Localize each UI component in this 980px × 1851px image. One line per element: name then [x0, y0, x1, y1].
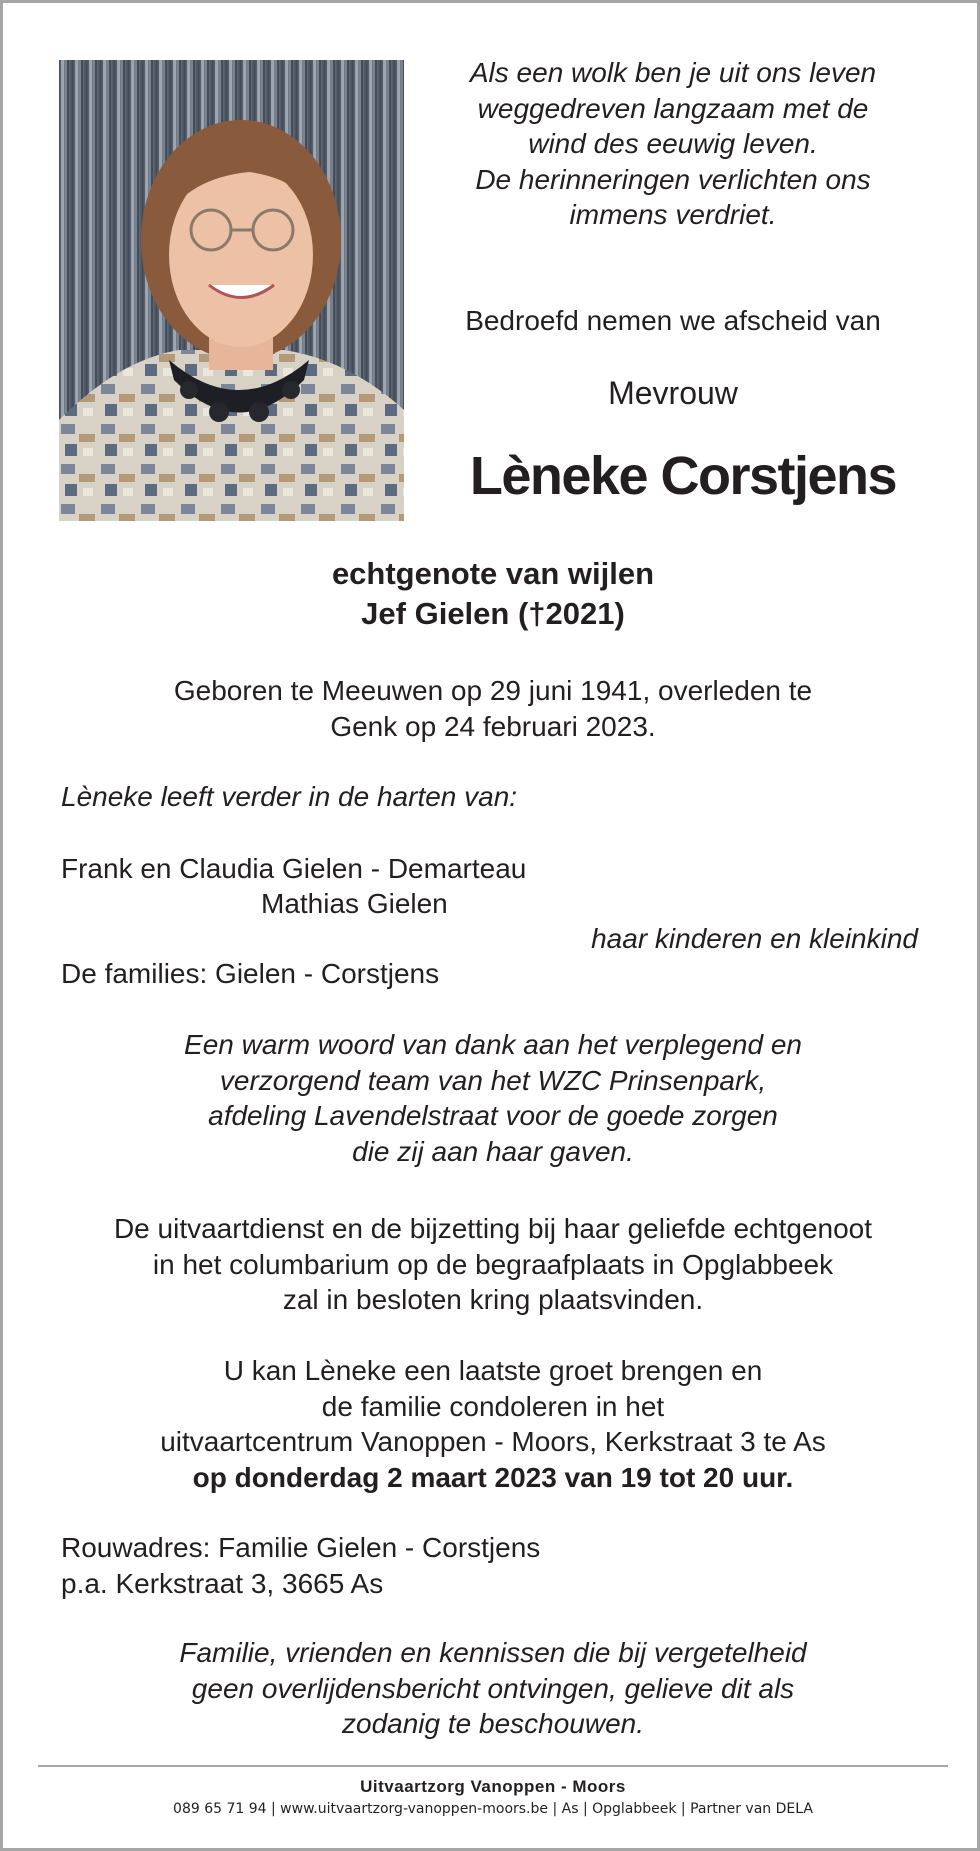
family-line: Frank en Claudia Gielen - Demarteau	[61, 853, 527, 884]
notice-line: geen overlijdensbericht ontvingen, gelieve dit als	[191, 1672, 795, 1704]
funeral-company-name: Uitvaartzorg Vanoppen - Moors	[360, 1777, 626, 1796]
thanks-message	[3, 1027, 980, 1169]
visitation-line: U kan Lèneke een laatste groet brengen en	[223, 1355, 763, 1386]
thanks-line: die zij aan haar gaven.	[352, 1135, 634, 1167]
notice-line: Familie, vrienden en kennissen die bij vergetelheid	[179, 1637, 807, 1668]
footer-divider	[38, 1765, 948, 1767]
birth-death-line: Genk op 24 februari 2023.	[330, 710, 656, 742]
visitation-line: uitvaartcentrum Vanoppen - Moors, Kerkstraat 3 te As	[160, 1426, 826, 1457]
thanks-line: Een warm woord van dank aan het verplegend en	[184, 1029, 802, 1060]
poem-line: weggedreven langzaam met de	[477, 92, 869, 124]
mourning-address	[61, 1530, 540, 1601]
birth-death-info	[3, 673, 980, 744]
visitation-info	[3, 1353, 980, 1495]
family-caption: haar kinderen en kleinkind	[591, 923, 918, 954]
honorific: Mevrouw	[608, 375, 738, 411]
birth-death-line: Geboren te Meeuwen op 29 juni 1941, overleden te	[173, 675, 813, 706]
ceremony-line: in het columbarium op de begraafplaats in Opglabbeek	[152, 1248, 834, 1280]
address-line: p.a. Kerkstraat 3, 3665 As	[61, 1567, 384, 1599]
deceased-name: Lèneke Corstjens	[469, 446, 897, 506]
family-line: Mathias Gielen	[261, 888, 448, 919]
notice-message	[3, 1635, 980, 1742]
poem-line: immens verdriet.	[569, 199, 777, 230]
thanks-line: afdeling Lavendelstraat voor de goede zorgen	[208, 1100, 778, 1131]
poem	[423, 55, 923, 233]
thanks-line: verzorgend team van het WZC Prinsenpark,	[219, 1064, 767, 1096]
poem-line: De herinneringen verlichten ons	[475, 163, 871, 195]
portrait-photo	[59, 60, 404, 521]
portrait-illustration	[59, 60, 404, 521]
spouse-line: Jef Gielen (†2021)	[361, 596, 625, 631]
farewell-intro: Bedroefd nemen we afscheid van	[465, 305, 881, 336]
notice-line: zodanig te beschouwen.	[342, 1708, 644, 1739]
address-line: Rouwadres: Familie Gielen - Corstjens	[61, 1532, 541, 1563]
ceremony-info	[3, 1211, 980, 1318]
poem-line: Als een wolk ben je uit ons leven	[469, 57, 877, 88]
ceremony-line: De uitvaartdienst en de bijzetting bij haar geliefde echtgenoot	[113, 1213, 873, 1244]
families-line: De families: Gielen - Corstjens	[61, 958, 440, 989]
spouse-info	[3, 554, 980, 634]
ceremony-line: zal in besloten kring plaatsvinden.	[282, 1284, 704, 1315]
visitation-line: de familie condoleren in het	[321, 1390, 665, 1422]
poem-line: wind des eeuwig leven.	[528, 128, 818, 159]
visitation-date: op donderdag 2 maart 2023 van 19 tot 20 uur.	[192, 1461, 794, 1493]
funeral-company-info: 089 65 71 94 | www.uitvaartzorg-vanoppen-moors.be | As | Opglabbeek | Partner van DELA	[173, 1801, 813, 1817]
spouse-line: echtgenote van wijlen	[331, 556, 655, 591]
lives-on-heading: Lèneke leeft verder in de harten van:	[61, 781, 518, 812]
